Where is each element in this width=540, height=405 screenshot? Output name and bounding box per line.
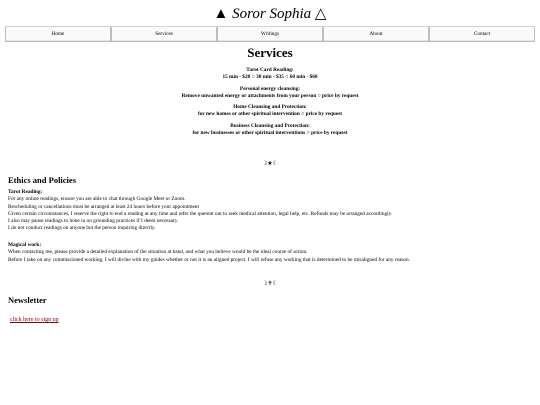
service-title: Home Cleansing and Protection: [233, 104, 307, 110]
service-home-cleansing [0, 104, 540, 117]
policy-line: I do not conduct readings on anyone but the person inquiring directly. [8, 225, 156, 232]
service-detail: for new homes or other spiritual intervention ○ price by request [197, 110, 343, 117]
service-business-cleansing [0, 123, 540, 136]
service-title: Tarot Card Reading: [246, 67, 294, 73]
tarot-policy-title: Tarot Reading: [8, 189, 43, 195]
service-detail: 15 min - $20 ○ 30 min - $35 ○ 60 min - $60 [222, 73, 318, 80]
nav-item-writings[interactable]: Writings [217, 27, 323, 42]
magic-policy-title: Magical work: [8, 242, 42, 248]
service-tarot [0, 67, 540, 80]
service-detail: for new businesses or other spiritual interventions ○ price by request [192, 129, 348, 136]
services-heading: Services [247, 45, 293, 60]
service-energy-cleansing [0, 86, 540, 99]
moon-cross-divider: ☽✝☾ [262, 281, 278, 287]
service-detail: Remove unwanted energy or attachments from your person ○ price by request [181, 92, 359, 99]
site-title-text: Soror Sophia [232, 6, 312, 22]
policy-line: For any online readings, ensure you are able to chat through Google Meet or Zoom. [8, 196, 186, 203]
nav-item-services[interactable]: Services [111, 27, 217, 42]
triangle-filled-icon: ▲ [213, 6, 229, 22]
nav-item-contact[interactable]: Contact [429, 27, 535, 42]
newsletter-heading: Newsletter [8, 295, 47, 305]
nav-menu [5, 26, 535, 43]
newsletter-signup-link[interactable]: click here to sign up [10, 317, 59, 323]
nav-item-home[interactable]: Home [5, 27, 111, 42]
triangle-outline-icon: △ [314, 6, 327, 22]
magic-policy [8, 242, 533, 264]
moon-star-divider: ☽★☾ [261, 161, 279, 167]
ethics-heading: Ethics and Policies [8, 175, 77, 185]
site-title [0, 4, 540, 24]
service-title: Personal energy cleansing: [239, 86, 301, 92]
nav-item-about[interactable]: About [323, 27, 429, 42]
policy-line: Given certain circumstances, I reserve the right to end a reading at any time and refer the querent out to seek medical attention, legal help, etc. Refunds may be arranged accordingly. [8, 210, 393, 217]
policy-line: I also may pause readings to hone in on grounding practices if I deem necessary. [8, 218, 179, 225]
policy-line: Before I take on any commissioned working, I will divine with my guides whether or not it is an aligned project. I will refuse any working that is determined to be misaligned for any reason. [8, 256, 411, 263]
tarot-policy [8, 189, 533, 233]
policy-line: When contacting me, please provide a detailed explanation of the situation at hand, and what you believe would be the ideal course of action. [8, 249, 308, 256]
policy-line: Rescheduling or cancellations must be arranged at least 24 hours before your appointment [8, 203, 199, 210]
service-title: Business Cleansing and Protection: [230, 123, 310, 129]
